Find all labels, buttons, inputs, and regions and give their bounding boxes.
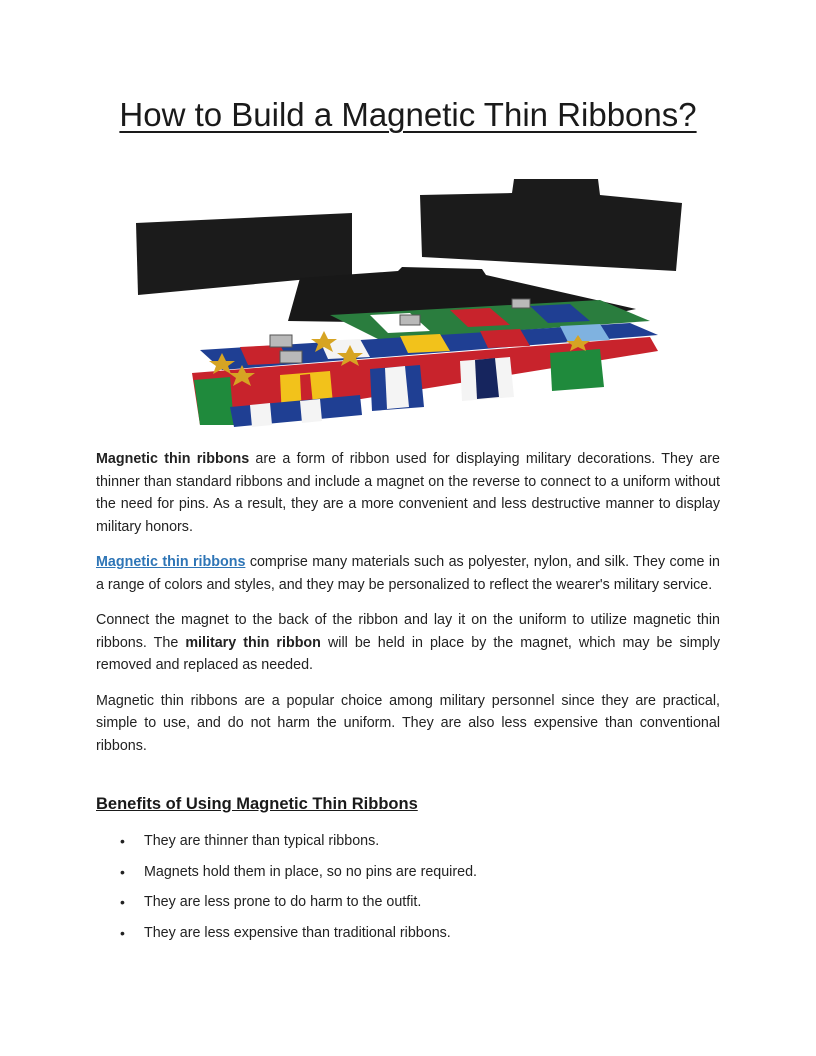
list-item-text: They are thinner than typical ribbons. — [144, 833, 380, 849]
ribbon-rack — [192, 299, 658, 427]
page-title-text: How to Build a Magnetic Thin Ribbons? — [119, 96, 697, 133]
list-item — [96, 922, 477, 953]
ribbon-rack-illustration — [130, 175, 690, 435]
benefits-list — [96, 830, 477, 952]
paragraph-materials — [96, 551, 720, 596]
list-item — [96, 891, 477, 922]
bullet-icon: • — [120, 863, 125, 880]
list-item-text: Magnets hold them in place, so no pins are required. — [144, 863, 477, 880]
list-item-text: They are less expensive than traditional ribbons. — [144, 924, 451, 941]
list-item-text: They are less prone to do harm to the outfit. — [144, 894, 422, 910]
usage-text-a: Connect the magnet to the back of the ribbon and lay it on the uniform to utilize magnetic thin ribbons. The — [96, 612, 720, 651]
usage-text-b: will be held in place by the magnet, which may be simply removed and replaced as needed. — [96, 634, 720, 673]
paragraph-popularity: Magnetic thin ribbons are a popular choice among military personnel since they are practical, simple to use, and do not harm the uniform. They are also less expensive than conventional ribbons. — [96, 692, 720, 754]
list-item — [96, 830, 477, 861]
ribbon-rack-image — [130, 175, 690, 435]
magnetic-panel-right — [420, 179, 682, 271]
paragraph-intro — [96, 448, 720, 538]
paragraph-usage — [96, 609, 720, 677]
magnetic-thin-ribbons-link[interactable]: Magnetic thin ribbons — [96, 554, 246, 570]
benefits-heading: Benefits of Using Magnetic Thin Ribbons — [96, 795, 418, 813]
list-item — [96, 861, 477, 892]
bullet-icon: • — [120, 833, 125, 849]
article-body — [96, 448, 720, 770]
page-title — [0, 96, 816, 134]
intro-text: are a form of ribbon used for displaying military decorations. They are thinner than standard ribbons and include a magnet on the reverse to connect to a uniform without the need for pins. As a result, they are a more convenient and less destructive manner to display military honors. — [96, 451, 721, 535]
usage-bold-term: military thin ribbon — [185, 634, 321, 651]
bullet-icon: • — [120, 894, 125, 910]
bullet-icon: • — [120, 924, 125, 941]
intro-bold-term: Magnetic thin ribbons — [96, 451, 250, 467]
materials-text: comprise many materials such as polyester, nylon, and silk. They come in a range of colors and styles, and they may be personalized to reflect the wearer's military service. — [96, 554, 720, 593]
